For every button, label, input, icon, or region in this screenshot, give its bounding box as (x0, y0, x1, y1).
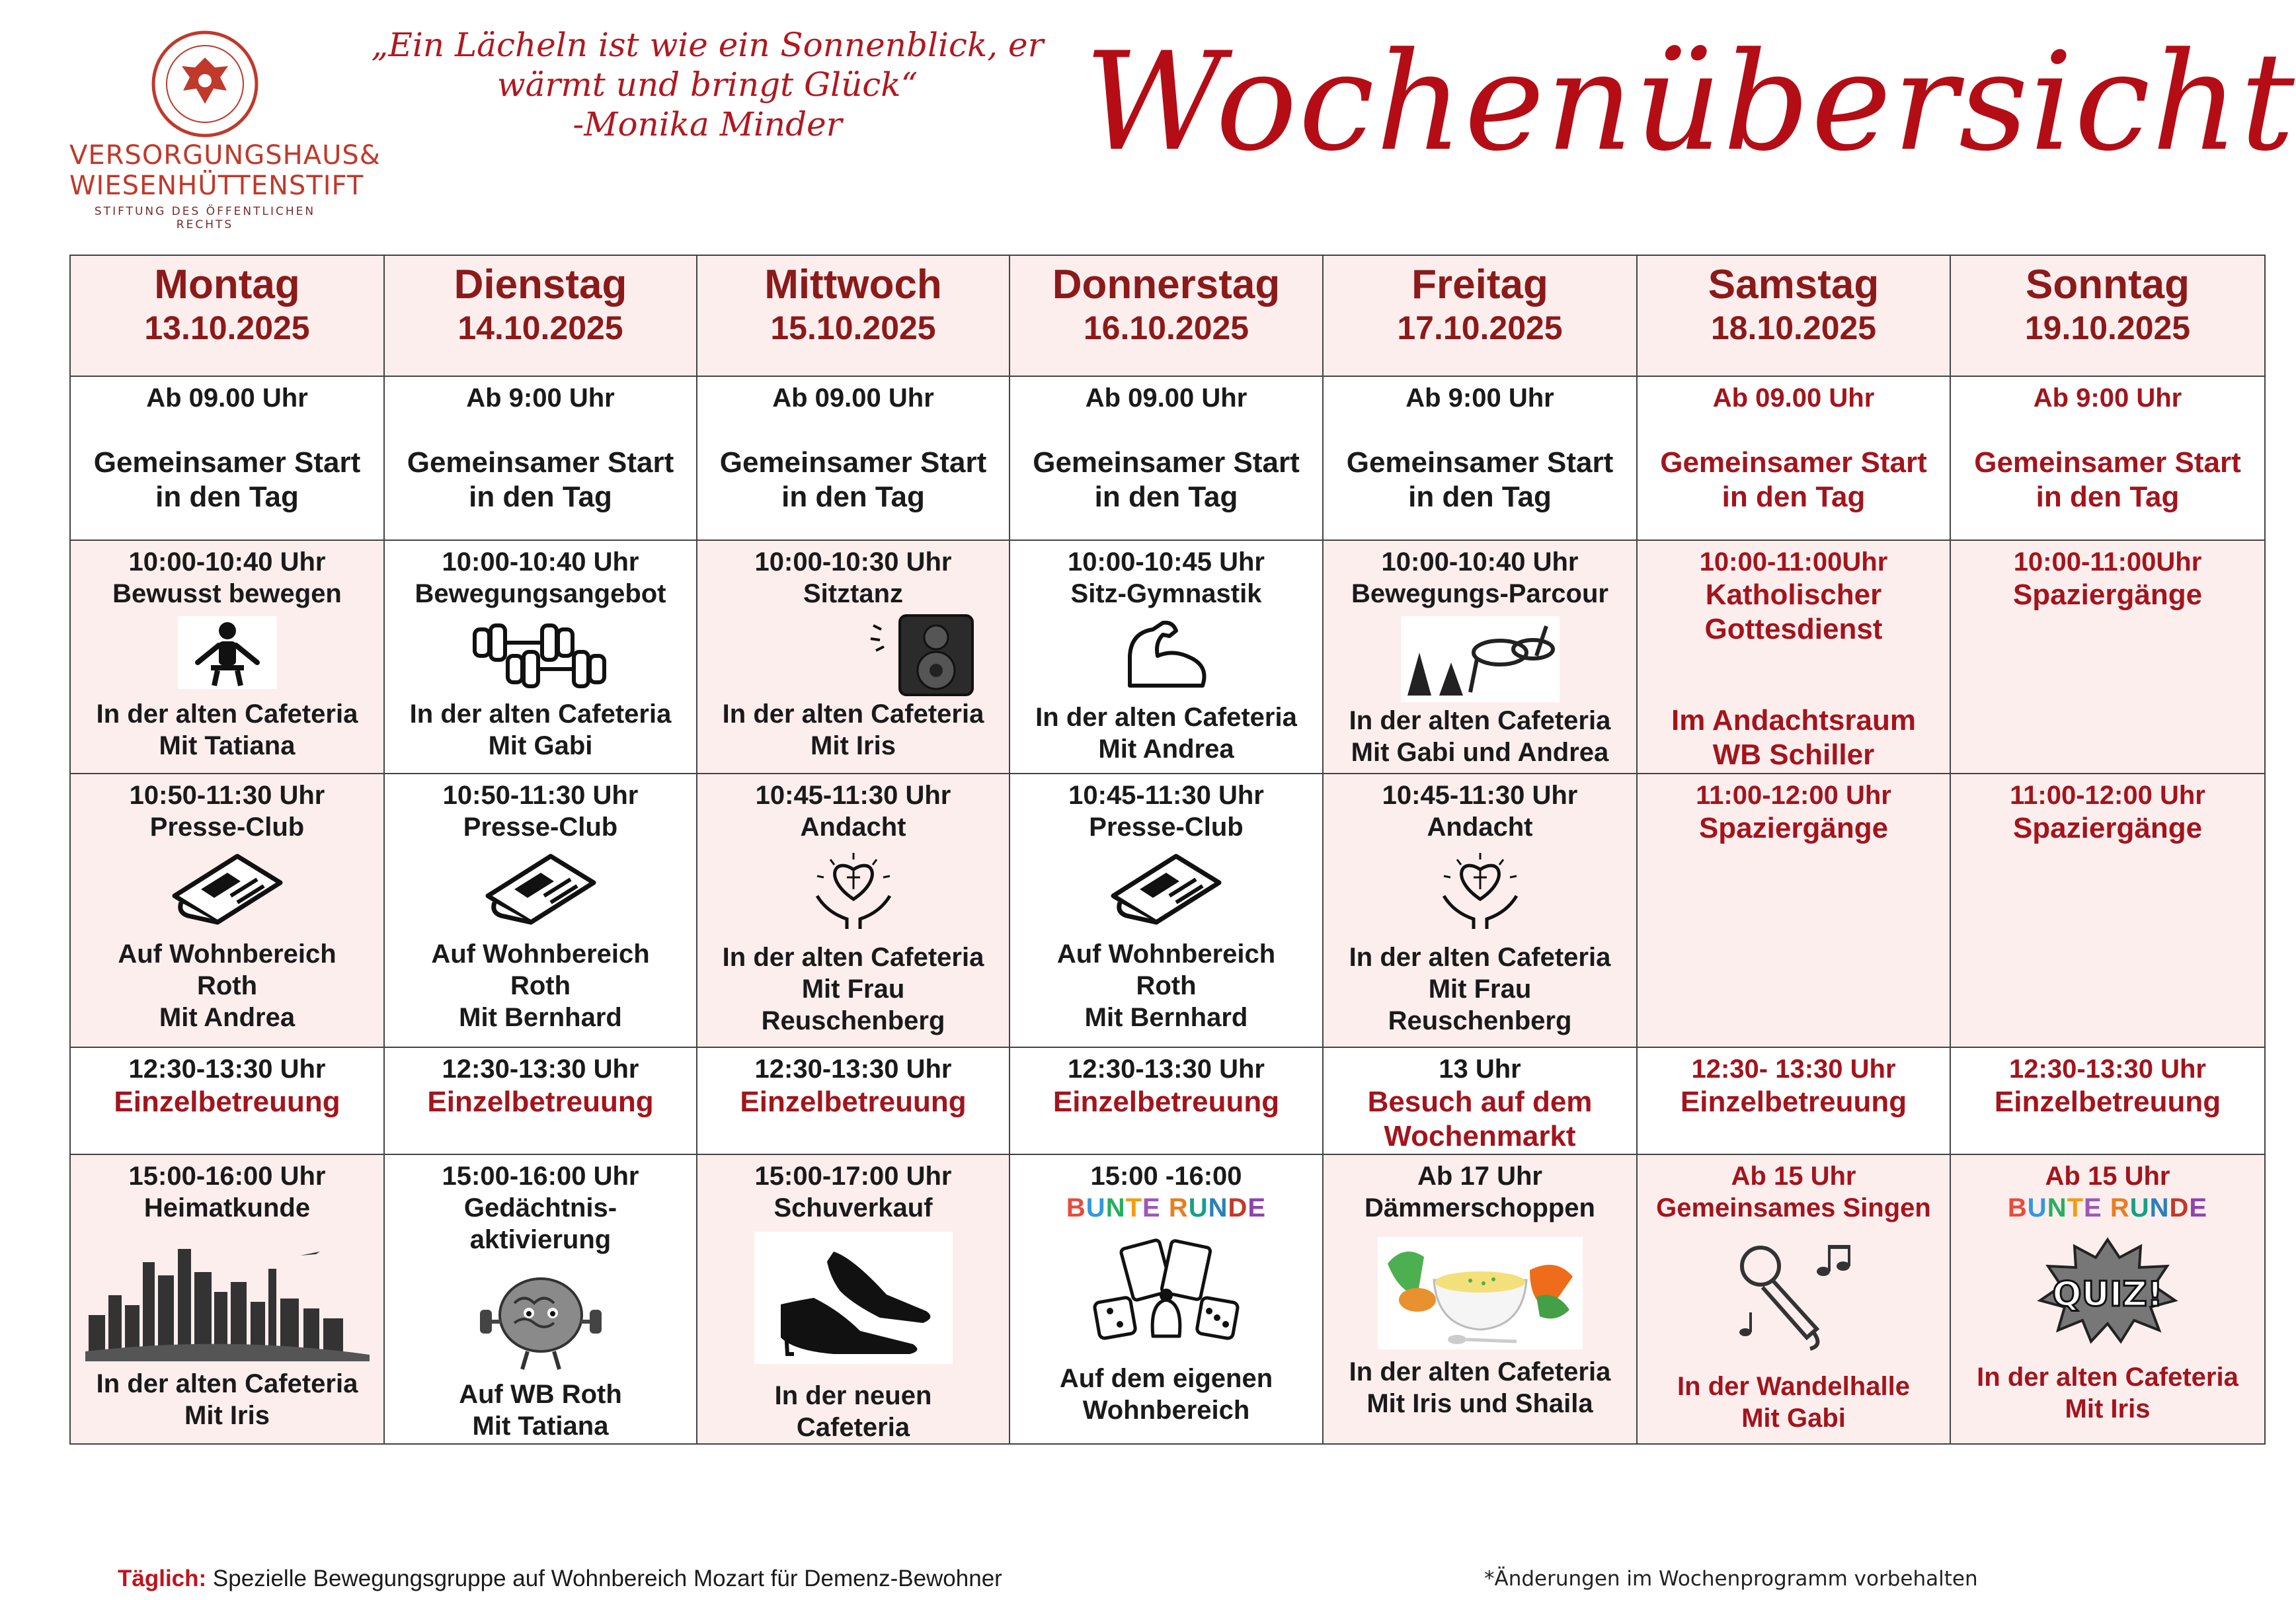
time-label: Ab 09.00 Uhr (1712, 383, 1875, 413)
time-label: 10:00-10:30 Uhr (754, 547, 952, 577)
activity-title: Gemeinsamer Start (1033, 446, 1300, 479)
day-date: 16.10.2025 (1083, 309, 1249, 346)
activity-title-line-2: Gottesdienst (1704, 613, 1883, 645)
schedule-cell (70, 1154, 384, 1444)
location-label: In der alten Cafeteria (1349, 706, 1611, 735)
activity-title: Spaziergänge (2012, 812, 2203, 844)
schedule-row-afternoon (70, 1154, 2265, 1444)
day-header (1009, 255, 1323, 376)
time-label: 12:30- 13:30 Uhr (1691, 1055, 1896, 1084)
staff-label: Reuschenberg (1388, 1006, 1572, 1035)
schedule-cell (1950, 376, 2265, 540)
frankfurt-skyline-icon (82, 1236, 373, 1368)
schedule-cell (1009, 774, 1323, 1047)
day-name: Samstag (1708, 262, 1880, 307)
time-label: 10:45-11:30 Uhr (755, 781, 951, 810)
time-label: 15:00 -16:00 (1090, 1162, 1242, 1191)
activity-title: Einzelbetreuung (114, 1086, 340, 1118)
time-label: Ab 9:00 Uhr (466, 383, 615, 413)
activity-title-line-2: in den Tag (1408, 481, 1552, 513)
location-label: Auf dem eigenen (1059, 1364, 1273, 1393)
day-date: 19.10.2025 (2024, 309, 2191, 346)
activity-title-line-2: in den Tag (469, 481, 612, 513)
activity-title: Andacht (800, 813, 906, 842)
schedule-cell (1009, 376, 1323, 540)
quote-author: -Monika Minder (573, 105, 842, 143)
activity-title: Spaziergänge (1698, 812, 1889, 844)
staff-label: Reuschenberg (761, 1006, 945, 1035)
activity-title-line-2: aktivierung (469, 1225, 612, 1254)
schedule-cell (1009, 1047, 1323, 1154)
time-label: 10:00-10:40 Uhr (442, 547, 639, 577)
location-label: In der alten Cafeteria (1349, 1357, 1611, 1386)
schedule-cell (1637, 376, 1950, 540)
schedule-row-morning (70, 376, 2265, 540)
location-label: In der alten Cafeteria (722, 700, 984, 729)
activity-title: Katholischer (1705, 579, 1882, 611)
time-label: 13 Uhr (1439, 1055, 1521, 1084)
location-label: In der Wandelhalle (1677, 1372, 1910, 1401)
location-label: Auf Wohnbereich (431, 940, 650, 969)
speaker-icon (867, 612, 979, 698)
time-label: 10:00-10:40 Uhr (128, 547, 326, 577)
time-label: 12:30-13:30 Uhr (128, 1055, 326, 1084)
location-label: Auf Wohnbereich (1056, 940, 1276, 969)
staff-label: Mit Iris (184, 1401, 270, 1430)
activity-title: Sitz-Gymnastik (1070, 579, 1262, 608)
day-date: 14.10.2025 (457, 309, 623, 346)
quiz-icon (2035, 1234, 2180, 1347)
activity-title: Sitztanz (803, 579, 904, 608)
quote-line-2: wärmt und bringt Glück“ (496, 65, 918, 104)
time-label: 15:00-16:00 Uhr (442, 1162, 639, 1191)
activity-title-line-2: in den Tag (155, 481, 299, 513)
schedule-cell (384, 774, 697, 1047)
time-label: Ab 9:00 Uhr (1405, 383, 1554, 413)
location-label: In der alten Cafeteria (722, 943, 984, 972)
time-label: Ab 17 Uhr (1417, 1162, 1542, 1191)
time-label: 10:50-11:30 Uhr (442, 781, 639, 810)
daily-note-label: Täglich: (118, 1566, 207, 1591)
activity-title-line-2: in den Tag (2036, 481, 2180, 513)
schedule-cell (1950, 774, 2265, 1047)
dice-cards-icon (1090, 1237, 1242, 1349)
staff-label: Mit Tatiana (159, 731, 296, 760)
activity-title: Spaziergänge (2012, 579, 2203, 611)
location-label: In der alten Cafeteria (409, 700, 672, 729)
location-label: Auf WB Roth (459, 1380, 622, 1409)
time-label: 12:30-13:30 Uhr (1068, 1055, 1265, 1084)
schedule-cell (697, 376, 1009, 540)
weekly-schedule-table (69, 255, 2266, 1445)
location-label-line-2: Mit Frau (801, 975, 905, 1004)
microphone-icon (1731, 1240, 1856, 1352)
logo-line-3: STIFTUNG DES ÖFFENTLICHEN RECHTS (94, 205, 316, 231)
schedule-cell (1950, 540, 2265, 774)
staff-label: Mit Gabi (488, 731, 593, 760)
day-header (697, 255, 1009, 376)
time-label: 11:00-12:00 Uhr (1696, 781, 1891, 810)
staff-label: Mit Iris (2065, 1394, 2151, 1423)
time-label: Ab 09.00 Uhr (1085, 383, 1247, 413)
activity-title: Gemeinsamer Start (407, 446, 674, 479)
schedule-cell (697, 774, 1009, 1047)
activity-title: Einzelbetreuung (1994, 1086, 2221, 1118)
logo-line-2: WIESENHÜTTENSTIFT (69, 171, 364, 201)
activity-title: Gedächtnis- (463, 1193, 617, 1222)
staff-label: Mit Bernhard (459, 1003, 622, 1032)
time-label: Ab 09.00 Uhr (772, 383, 934, 413)
time-label: 10:50-11:30 Uhr (129, 781, 325, 810)
activity-title-line-2: in den Tag (1094, 481, 1238, 513)
time-label: 11:00-12:00 Uhr (2010, 781, 2205, 810)
daily-note-text: Spezielle Bewegungsgruppe auf Wohnbereich Mozart für Demenz-Bewohner (206, 1566, 1002, 1591)
location-label: In der neuen (774, 1381, 932, 1410)
activity-title-line-2: in den Tag (1722, 481, 1866, 513)
time-label: Ab 09.00 Uhr (146, 383, 308, 413)
day-header (1323, 255, 1637, 376)
time-label: 15:00-17:00 Uhr (754, 1162, 952, 1191)
location-label: In der alten Cafeteria (1035, 703, 1297, 732)
activity-title: Presse-Club (149, 813, 305, 842)
time-label: 10:00-10:45 Uhr (1068, 547, 1265, 577)
day-name: Freitag (1411, 262, 1548, 307)
schedule-cell (697, 1154, 1009, 1444)
activity-title: Gemeinsamer Start (719, 446, 987, 479)
institution-logo (69, 28, 381, 231)
cones-rings-icon (1401, 616, 1560, 702)
schedule-row-noon (70, 1047, 2265, 1154)
day-name: Sonntag (2026, 262, 2190, 307)
staff-label: Wohnbereich (1082, 1396, 1250, 1425)
time-label: Ab 9:00 Uhr (2033, 383, 2182, 413)
praying-heart-icon (1424, 850, 1536, 932)
schedule-cell (1950, 1154, 2265, 1444)
staff-label: Mit Iris (811, 731, 896, 760)
activity-title: Gemeinsamer Start (93, 446, 361, 479)
time-label: 12:30-13:30 Uhr (442, 1055, 639, 1084)
changes-note: *Änderungen im Wochenprogramm vorbehalten (1484, 1567, 1978, 1591)
schedule-cell (70, 540, 384, 774)
staff-label: Cafeteria (796, 1413, 910, 1442)
schedule-cell (1637, 1047, 1950, 1154)
time-label: 10:00-10:40 Uhr (1381, 547, 1579, 577)
schedule-cell (70, 774, 384, 1047)
day-name: Donnerstag (1052, 262, 1281, 307)
schedule-cell (697, 1047, 1009, 1154)
quote-line-1: „Ein Lächeln ist wie ein Sonnenblick, er (371, 26, 1044, 64)
activity-title: Einzelbetreuung (1052, 1086, 1280, 1118)
schedule-cell (70, 376, 384, 540)
day-date: 13.10.2025 (144, 309, 310, 346)
schedule-cell (1323, 774, 1637, 1047)
staff-label: WB Schiller (1712, 739, 1875, 771)
schedule-cell (1637, 540, 1950, 774)
schedule-cell (1323, 540, 1637, 774)
activity-title: Dämmerschoppen (1365, 1193, 1595, 1222)
flexed-arm-icon (1117, 616, 1216, 692)
day-header-row (70, 255, 2265, 376)
time-label: 15:00-16:00 Uhr (128, 1162, 326, 1191)
activity-title: Gemeinsames Singen (1656, 1193, 1931, 1222)
location-label: In der alten Cafeteria (96, 700, 358, 729)
schedule-row-10am (70, 540, 2265, 774)
location-label: In der alten Cafeteria (1977, 1363, 2238, 1392)
time-label: 10:00-11:00Uhr (1699, 547, 1888, 577)
daily-note (118, 1566, 1002, 1592)
schedule-cell (384, 540, 697, 774)
dumbbells-icon (468, 616, 614, 689)
page-title: Wochenübersicht (1084, 24, 2296, 181)
bunte-runde-label: BUNTE RUNDE (2007, 1193, 2208, 1222)
schedule-cell (1637, 774, 1950, 1047)
day-date: 17.10.2025 (1397, 309, 1563, 346)
activity-title: Bewusst bewegen (112, 579, 342, 608)
schedule-row-11am (70, 774, 2265, 1047)
schedule-cell (1950, 1047, 2265, 1154)
activity-title: Bewegungs-Parcour (1351, 579, 1608, 608)
activity-title: Einzelbetreuung (427, 1086, 654, 1118)
location-label-line-2: Roth (196, 971, 258, 1000)
staff-label: Mit Gabi und Andrea (1351, 738, 1609, 767)
staff-label: Mit Bernhard (1084, 1003, 1248, 1032)
day-name: Dienstag (454, 262, 627, 307)
seal-icon (149, 28, 261, 140)
newspaper-icon (165, 850, 290, 929)
location-label-line-2: Mit Frau (1428, 975, 1532, 1004)
staff-label: Mit Iris und Shaila (1366, 1389, 1593, 1418)
bunte-runde-label: BUNTE RUNDE (1066, 1193, 1267, 1222)
activity-title: Presse-Club (1089, 813, 1244, 842)
activity-title: Einzelbetreuung (740, 1086, 967, 1118)
staff-label: Mit Gabi (1741, 1404, 1846, 1433)
time-label: 10:00-11:00Uhr (2013, 547, 2202, 577)
schedule-cell (384, 1047, 697, 1154)
activity-title: Einzelbetreuung (1680, 1086, 1907, 1118)
location-label: In der alten Cafeteria (96, 1369, 358, 1398)
day-name: Montag (154, 262, 300, 307)
schedule-cell (1009, 1154, 1323, 1444)
schedule-cell (1323, 1047, 1637, 1154)
activity-title-line-2: Wochenmarkt (1384, 1120, 1576, 1152)
time-label: 10:45-11:30 Uhr (1382, 781, 1578, 810)
day-name: Mittwoch (764, 262, 942, 307)
activity-title: Presse-Club (463, 813, 618, 842)
activity-title: Andacht (1427, 813, 1533, 842)
schedule-cell (1323, 376, 1637, 540)
day-header (1950, 255, 2265, 376)
schedule-cell (697, 540, 1009, 774)
newspaper-icon (478, 850, 604, 929)
praying-heart-icon (797, 850, 910, 932)
activity-title-line-2: in den Tag (781, 481, 925, 513)
location-label: Auf Wohnbereich (118, 940, 336, 969)
time-label: Ab 15 Uhr (2045, 1162, 2170, 1191)
newspaper-icon (1103, 850, 1229, 929)
svg-text:QUIZ!: QUIZ! (2052, 1275, 2163, 1314)
schedule-cell (1323, 1154, 1637, 1444)
day-header (70, 255, 384, 376)
activity-title: Besuch auf dem (1367, 1086, 1593, 1118)
schedule-cell (384, 376, 697, 540)
exercise-person-icon (178, 616, 277, 689)
activity-title: Gemeinsamer Start (1346, 446, 1614, 479)
day-date: 18.10.2025 (1710, 309, 1877, 346)
time-label: 12:30-13:30 Uhr (2009, 1055, 2206, 1084)
location-label-line-2: Roth (510, 971, 571, 1000)
activity-title: Gemeinsamer Start (1660, 446, 1927, 479)
location-label-line-2: Roth (1136, 971, 1197, 1000)
staff-label: Mit Tatiana (472, 1412, 609, 1441)
location-label: In der alten Cafeteria (1349, 943, 1611, 972)
logo-line-1: VERSORGUNGSHAUS& (69, 140, 381, 171)
location-label: Im Andachtsraum (1671, 704, 1916, 737)
activity-title: Bewegungsangebot (415, 579, 666, 608)
day-header (384, 255, 697, 376)
shoes-icon (754, 1232, 953, 1364)
schedule-cell (1637, 1154, 1950, 1444)
time-label: 10:45-11:30 Uhr (1068, 781, 1264, 810)
activity-title: Gemeinsamer Start (1974, 446, 2241, 479)
day-header (1637, 255, 1950, 376)
schedule-cell (1009, 540, 1323, 774)
staff-label: Mit Andrea (1098, 735, 1234, 764)
time-label: Ab 15 Uhr (1731, 1162, 1856, 1191)
soup-icon (1378, 1237, 1583, 1349)
brain-dumbbell-icon (475, 1263, 607, 1376)
quote (370, 25, 1045, 144)
staff-label: Mit Andrea (159, 1003, 296, 1032)
activity-title: Schuverkauf (773, 1193, 933, 1222)
schedule-cell (70, 1047, 384, 1154)
activity-title: Heimatkunde (143, 1193, 311, 1222)
schedule-cell (384, 1154, 697, 1444)
time-label: 12:30-13:30 Uhr (754, 1055, 952, 1084)
day-date: 15.10.2025 (770, 309, 936, 346)
